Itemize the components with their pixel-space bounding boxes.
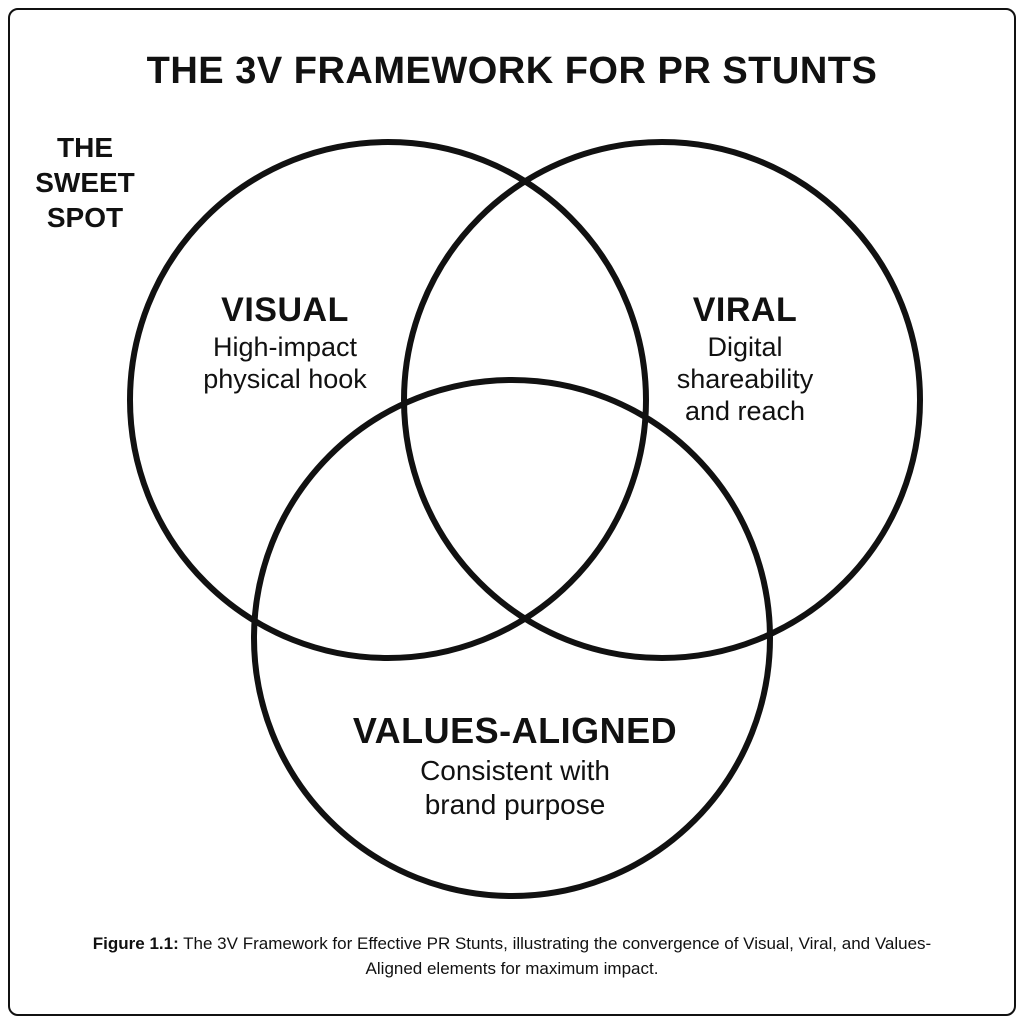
venn-label-viral-desc-line1: Digital	[707, 332, 783, 363]
venn-label-visual-desc-line2: physical hook	[203, 363, 367, 394]
venn-label-viral-desc-line2: shareability	[676, 363, 814, 394]
venn-label-visual-desc-line1: High-impact	[212, 332, 358, 363]
venn-diagram	[0, 130, 1024, 920]
page-title: THE 3V FRAMEWORK FOR PR STUNTS	[146, 50, 878, 92]
sweet-spot-line3: SPOT	[46, 202, 124, 233]
venn-label-visual	[140, 290, 430, 396]
sweet-spot-line1: THE	[57, 132, 113, 163]
sweet-spot-line2: SWEET	[35, 167, 135, 198]
venn-label-visual-title: VISUAL	[221, 291, 349, 329]
venn-label-values-aligned-title: VALUES-ALIGNED	[352, 710, 678, 751]
venn-label-viral-title: VIRAL	[692, 291, 798, 329]
figure-caption-text: The 3V Framework for Effective PR Stunts, illustrating the convergence of Visual, Viral, and Values-Aligned elements for maximum impact.	[178, 934, 932, 978]
circle-visual[interactable]	[130, 142, 646, 658]
figure-caption-label: Figure 1.1:	[92, 934, 179, 953]
venn-label-values-aligned-desc-line2: brand purpose	[424, 788, 606, 820]
venn-label-viral-desc-line3: and reach	[684, 395, 806, 426]
figure-caption	[92, 932, 932, 981]
venn-label-values-aligned-desc-line1: Consistent with	[420, 755, 610, 787]
venn-label-values-aligned	[290, 710, 740, 821]
venn-label-viral	[600, 290, 890, 428]
